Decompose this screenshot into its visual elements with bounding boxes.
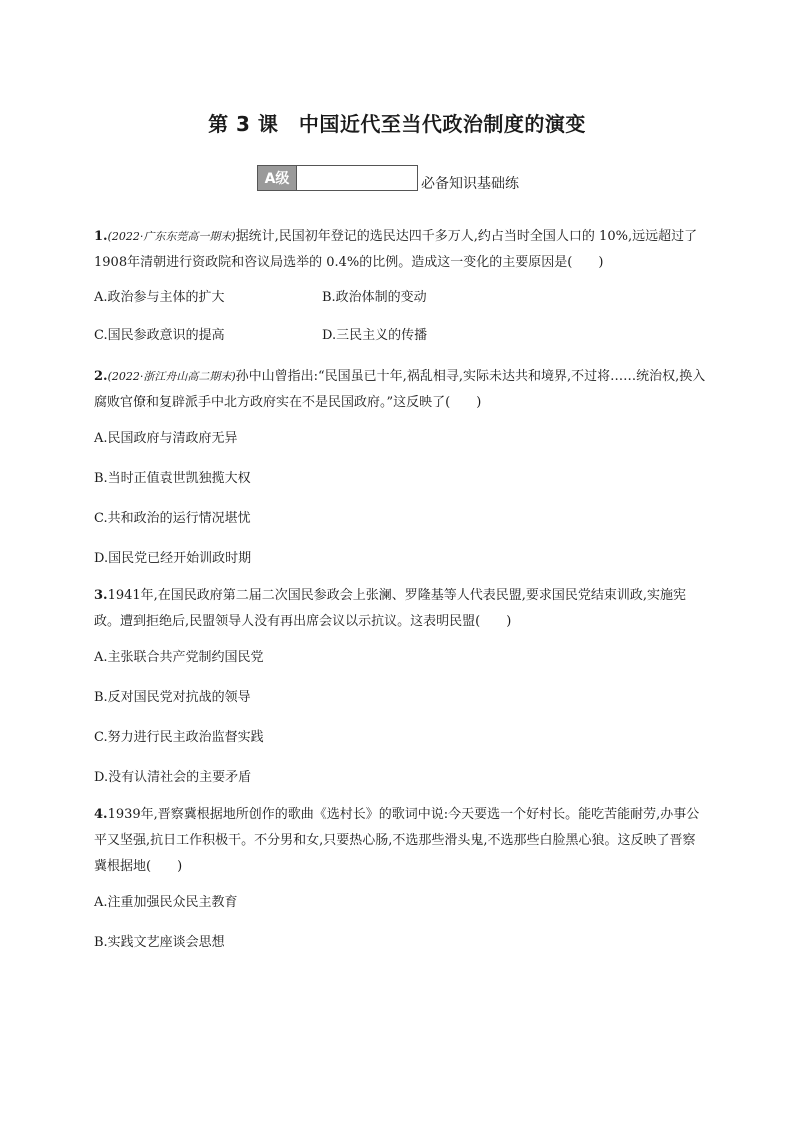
option-d[interactable]: D.国民党已经开始训政时期	[94, 551, 252, 566]
question-text: 1939年,晋察冀根据地所创作的歌曲《选村长》的歌词中说:今天要选一个好村长。能吃苦能耐劳,办事公平又坚强,抗日工作积极干。不分男和女,只要热心肠,不选那些滑头鬼,不选那些白脸黑心狼。这反映了晋察冀根据地( )	[94, 807, 700, 874]
question-stem: 2.(2022·浙江舟山高二期末)孙中山曾指出:“民国虽已十年,祸乱相寻,实际未达共和境界,不过将……统治权,换入腐败官僚和复辟派手中北方政府实在不是民国政府。”这反映了( )	[94, 369, 706, 410]
question-4	[94, 802, 706, 953]
question-number: 4	[94, 807, 104, 822]
level-box	[297, 165, 418, 191]
question-stem: 4.1939年,晋察冀根据地所创作的歌曲《选村长》的歌词中说:今天要选一个好村长。能吃苦能耐劳,办事公平又坚强,抗日工作积极干。不分男和女,只要热心肠,不选那些滑头鬼,不选那些白脸黑心狼。这反映了晋察冀根据地( )	[94, 807, 700, 874]
option-row	[94, 288, 706, 308]
option-a[interactable]: A.主张联合共产党制约国民党	[94, 650, 264, 665]
question-source: (2022·浙江舟山高二期末)	[107, 370, 236, 383]
page-title: 第 3 课 中国近代至当代政治制度的演变	[208, 112, 586, 136]
question-text: 孙中山曾指出:“民国虽已十年,祸乱相寻,实际未达共和境界,不过将……统治权,换入腐败官僚和复辟派手中北方政府实在不是民国政府。”这反映了( )	[94, 369, 706, 410]
question-text: 1941年,在国民政府第二届二次国民参政会上张澜、罗隆基等人代表民盟,要求国民党结束训政,实施宪政。遭到拒绝后,民盟领导人没有再出席会议以示抗议。这表明民盟( )	[94, 588, 687, 629]
question-number: 2	[94, 369, 104, 384]
question-2	[94, 364, 706, 569]
question-1	[94, 224, 706, 346]
question-list	[94, 224, 706, 967]
option-b[interactable]: B.政治体制的变动	[322, 290, 427, 305]
question-stem: 3.1941年,在国民政府第二届二次国民参政会上张澜、罗隆基等人代表民盟,要求国民党结束训政,实施宪政。遭到拒绝后,民盟领导人没有再出席会议以示抗议。这表明民盟( )	[94, 588, 687, 629]
option-d[interactable]: D.三民主义的传播	[322, 328, 428, 343]
option-c[interactable]: C.国民参政意识的提高	[94, 328, 225, 343]
question-text: 据统计,民国初年登记的选民达四千多万人,约占当时全国人口的 10%,远远超过了 1908年清朝进行资政院和咨议局选举的 0.4%的比例。造成这一变化的主要原因是( )	[94, 229, 698, 270]
level-caption: 必备知识基础练	[421, 176, 519, 192]
option-row	[94, 326, 706, 346]
option-a[interactable]: A.政治参与主体的扩大	[94, 290, 225, 305]
level-tag: A级	[257, 165, 297, 191]
option-b[interactable]: B.实践文艺座谈会思想	[94, 935, 225, 950]
option-b[interactable]: B.当时正值袁世凯独揽大权	[94, 471, 251, 486]
option-d[interactable]: D.没有认清社会的主要矛盾	[94, 770, 252, 785]
option-c[interactable]: C.努力进行民主政治监督实践	[94, 730, 264, 745]
question-source: (2022·广东东莞高一期末)	[107, 230, 236, 243]
section-header	[257, 165, 519, 191]
option-a[interactable]: A.注重加强民众民主教育	[94, 895, 238, 910]
option-a[interactable]: A.民国政府与清政府无异	[94, 431, 238, 446]
question-number: 3	[94, 588, 104, 603]
question-number: 1	[94, 229, 104, 244]
option-b[interactable]: B.反对国民党对抗战的领导	[94, 690, 251, 705]
question-stem: 1.(2022·广东东莞高一期末)据统计,民国初年登记的选民达四千多万人,约占当时全国人口的 10%,远远超过了 1908年清朝进行资政院和咨议局选举的 0.4%的比例。造成这一变化的主要原因是( )	[94, 229, 698, 270]
question-3	[94, 583, 706, 788]
option-c[interactable]: C.共和政治的运行情况堪忧	[94, 511, 251, 526]
